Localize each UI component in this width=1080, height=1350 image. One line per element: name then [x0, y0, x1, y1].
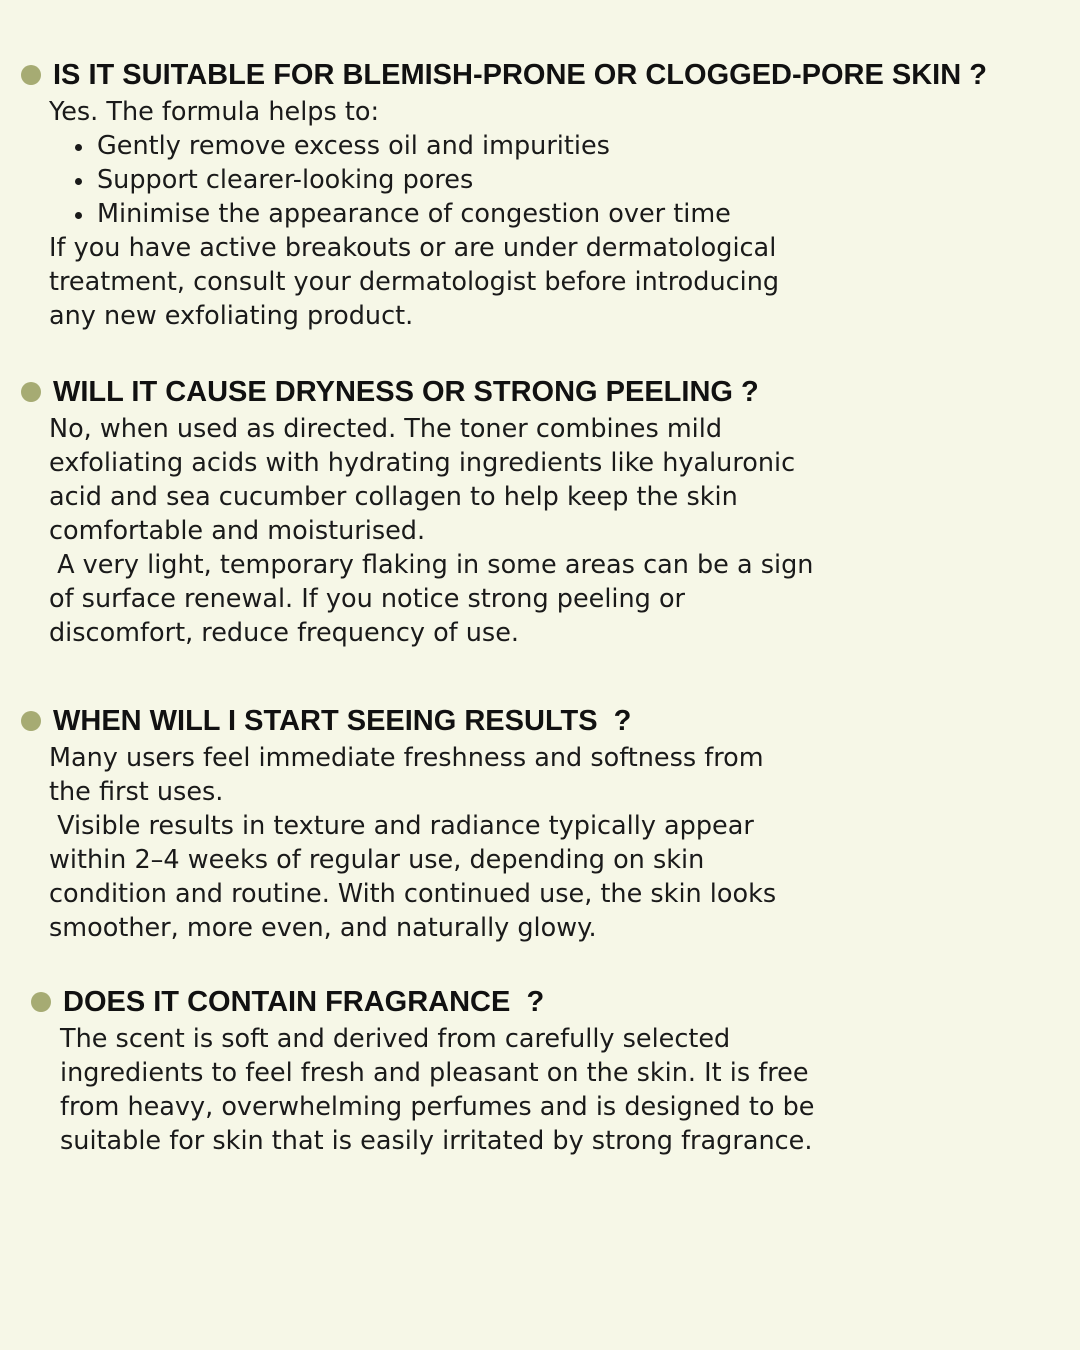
answer-line: Many users feel immediate freshness and softness from [49, 743, 764, 773]
answer-line: smoother, more even, and naturally glowy. [49, 913, 597, 943]
faq-answer [49, 95, 1080, 333]
answer-line: exfoliating acids with hydrating ingredients like hyaluronic [49, 448, 796, 478]
answer-line: suitable for skin that is easily irritated by strong fragrance. [60, 1126, 813, 1156]
faq-answer [49, 741, 1080, 945]
answer-line: A very light, temporary flaking in some areas can be a sign [49, 550, 814, 580]
faq-item-fragrance [0, 982, 1080, 1158]
faq-question-row [0, 55, 1080, 95]
faq-question: DOES IT CONTAIN FRAGRANCE ? [63, 986, 545, 1018]
faq-item-blemish-prone [0, 55, 1080, 333]
answer-line: If you have active breakouts or are under dermatological [49, 233, 777, 263]
answer-line: condition and routine. With continued use, the skin looks [49, 879, 777, 909]
answer-line: comfortable and moisturised. [49, 516, 426, 546]
answer-line: discomfort, reduce frequency of use. [49, 618, 519, 648]
answer-line: from heavy, overwhelming perfumes and is designed to be [60, 1092, 815, 1122]
answer-line: No, when used as directed. The toner combines mild [49, 414, 723, 444]
faq-item-results-timing [0, 701, 1080, 945]
faq-question-row [0, 372, 1080, 412]
bullet-dot-icon [21, 65, 41, 85]
benefit-list-item: Minimise the appearance of congestion over time [49, 197, 1080, 231]
answer-line: treatment, consult your dermatologist before introducing [49, 267, 780, 297]
answer-line: within 2–4 weeks of regular use, depending on skin [49, 845, 705, 875]
benefit-list-item: Support clearer-looking pores [49, 163, 1080, 197]
answer-line: any new exfoliating product. [49, 301, 414, 331]
bullet-dot-icon [31, 992, 51, 1012]
faq-answer [49, 412, 1080, 650]
faq-answer [60, 1022, 1080, 1158]
answer-line: ingredients to feel fresh and pleasant on the skin. It is free [60, 1058, 809, 1088]
faq-question: IS IT SUITABLE FOR BLEMISH-PRONE OR CLOGGED-PORE SKIN ? [53, 59, 987, 91]
bullet-dot-icon [21, 382, 41, 402]
answer-line: The scent is soft and derived from carefully selected [60, 1024, 731, 1054]
answer-intro: Yes. The formula helps to: [49, 97, 380, 127]
faq-question-row [0, 982, 1080, 1022]
answer-line: acid and sea cucumber collagen to help keep the skin [49, 482, 738, 512]
benefit-list-item: Gently remove excess oil and impurities [49, 129, 1080, 163]
faq-question: WHEN WILL I START SEEING RESULTS ? [53, 705, 632, 737]
faq-question-row [0, 701, 1080, 741]
answer-line: the first uses. [49, 777, 224, 807]
bullet-dot-icon [21, 711, 41, 731]
answer-line: of surface renewal. If you notice strong peeling or [49, 584, 686, 614]
faq-item-dryness-peeling [0, 372, 1080, 650]
answer-line: Visible results in texture and radiance typically appear [49, 811, 754, 841]
benefit-list [49, 129, 1080, 231]
faq-question: WILL IT CAUSE DRYNESS OR STRONG PEELING ? [53, 376, 759, 408]
